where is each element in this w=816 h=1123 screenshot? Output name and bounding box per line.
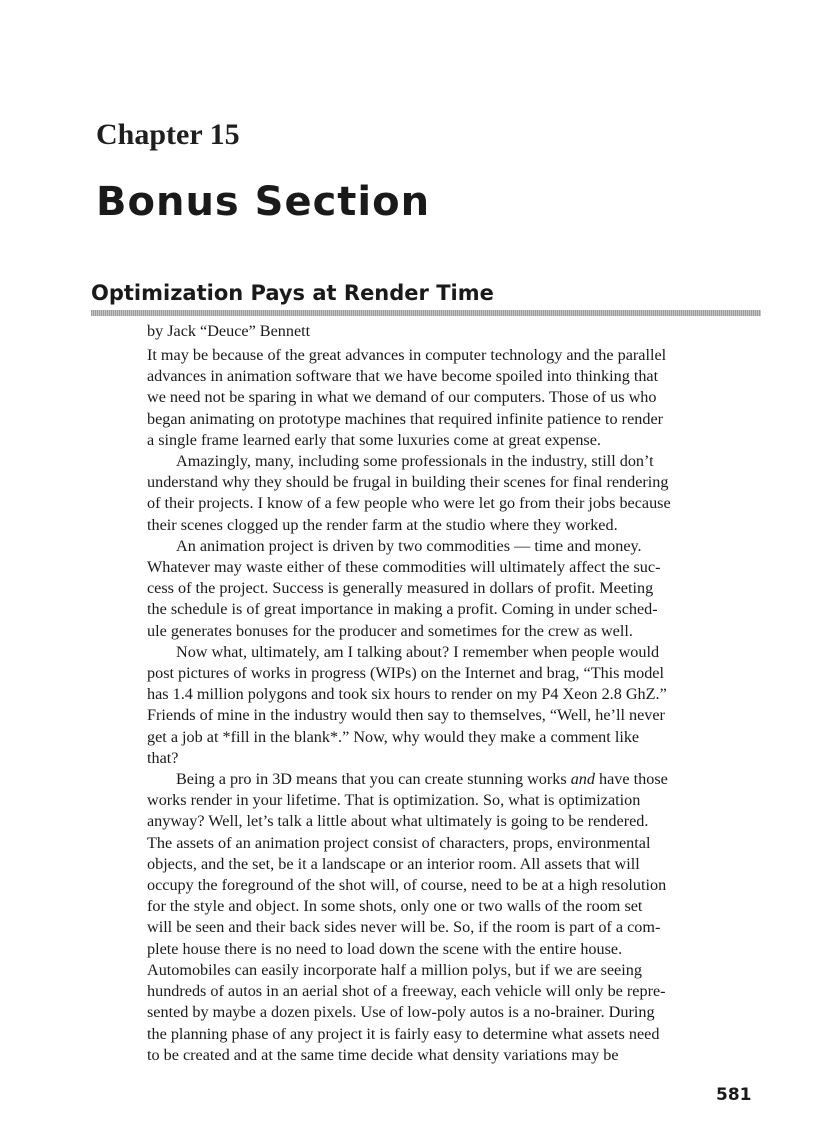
text-line: works render in your lifetime. That is optimization. So, what is optimization <box>147 791 641 810</box>
text-line: hundreds of autos in an aerial shot of a freeway, each vehicle will only be repre- <box>147 982 666 1001</box>
text-line: advances in animation software that we have become spoiled into thinking that <box>147 367 659 386</box>
text-line: anyway? Well, let’s talk a little about what ultimately is going to be rendered. <box>147 812 649 831</box>
text-line: understand why they should be frugal in building their scenes for final rendering <box>147 473 669 492</box>
text-run: have those <box>594 770 668 789</box>
text-line: Friends of mine in the industry would then say to themselves, “Well, he’ll never <box>147 706 665 725</box>
text-run: Being a pro in 3D means that you can create stunning works <box>176 770 571 789</box>
text-line: Now what, ultimately, am I talking about? I remember when people would <box>176 642 660 661</box>
text-line: It may be because of the great advances in computer technology and the parallel <box>147 346 667 364</box>
text-line: ule generates bonuses for the producer and sometimes for the crew as well. <box>147 621 633 640</box>
text-line: for the style and object. In some shots, only one or two walls of the room set <box>147 897 643 916</box>
text-line: Amazingly, many, including some professionals in the industry, still don’t <box>176 452 654 471</box>
text-line: occupy the foreground of the shot will, of course, need to be at a high resolution <box>147 876 667 895</box>
text-line: to be created and at the same time decide what density variations may be <box>147 1045 619 1064</box>
text-line: cess of the project. Success is generally measured in dollars of profit. Meeting <box>147 579 654 598</box>
section-heading: Optimization Pays at Render Time <box>91 281 494 305</box>
author-byline: by Jack “Deuce” Bennett <box>147 322 311 340</box>
text-line <box>147 769 767 790</box>
text-line: An animation project is driven by two commodities — time and money. <box>176 536 642 555</box>
paragraph-2 <box>147 451 767 536</box>
text-line: objects, and the set, be it a landscape or an interior room. All assets that will <box>147 854 640 873</box>
text-line: we need not be sparing in what we demand of our computers. Those of us who <box>147 388 657 407</box>
text-line: post pictures of works in progress (WIPs) on the Internet and brag, “This model <box>147 664 664 683</box>
text-line: Whatever may waste either of these commodities will ultimately affect the suc- <box>147 558 661 577</box>
emphasis-text: and <box>570 770 595 789</box>
paragraph-1 <box>147 345 767 451</box>
page-number: 581 <box>716 1085 752 1105</box>
text-line: that? <box>147 748 179 767</box>
section-heading-rule <box>91 310 761 316</box>
text-line: a single frame learned early that some luxuries come at great expense. <box>147 430 601 449</box>
text-line: their scenes clogged up the render farm at the studio where they worked. <box>147 515 618 534</box>
paragraph-5 <box>147 769 767 1066</box>
article-body <box>147 345 767 1066</box>
paragraph-4 <box>147 642 767 769</box>
text-line: the schedule is of great importance in making a profit. Coming in under sched- <box>147 600 658 619</box>
text-line: of their projects. I know of a few people who were let go from their jobs because <box>147 494 671 513</box>
chapter-label: Chapter 15 <box>96 118 240 151</box>
chapter-title: Bonus Section <box>96 179 431 225</box>
text-line: will be seen and their back sides never will be. So, if the room is part of a com- <box>147 918 661 937</box>
text-line: plete house there is no need to load down the scene with the entire house. <box>147 939 623 958</box>
text-line: Automobiles can easily incorporate half a million polys, but if we are seeing <box>147 960 642 979</box>
text-line: began animating on prototype machines that required infinite patience to render <box>147 409 664 428</box>
paragraph-3 <box>147 536 767 642</box>
text-line: the planning phase of any project it is fairly easy to determine what assets need <box>147 1024 660 1043</box>
text-line: has 1.4 million polygons and took six hours to render on my P4 Xeon 2.8 GhZ.” <box>147 685 667 704</box>
text-line: sented by maybe a dozen pixels. Use of low-poly autos is a no-brainer. During <box>147 1003 655 1022</box>
text-line: get a job at *fill in the blank*.” Now, why would they make a comment like <box>147 727 640 746</box>
text-line: The assets of an animation project consist of characters, props, environmental <box>147 833 651 852</box>
